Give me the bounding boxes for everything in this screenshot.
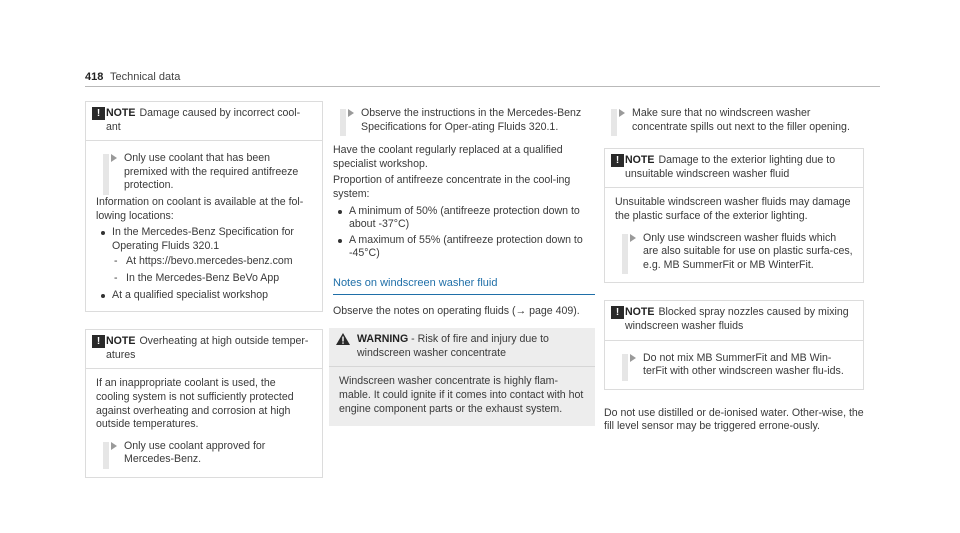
note-header — [86, 102, 322, 141]
bullet-icon — [101, 231, 105, 235]
note-label: NOTE — [625, 154, 655, 167]
step-text: Only use coolant that has been premixed with the required antifreeze protection. — [124, 152, 299, 192]
warning-text: Windscreen washer concentrate is highly flam-mable. It could ignite if it comes into contact with hot engine component parts or the exhaust system. — [339, 375, 584, 415]
exclamation-icon: ! — [92, 107, 105, 120]
column-3 — [604, 101, 864, 437]
warning-triangle-icon — [336, 333, 350, 345]
bullet-icon — [101, 294, 105, 298]
step-item — [615, 352, 853, 379]
warning-header — [329, 328, 595, 367]
antifreeze-list — [333, 205, 595, 261]
step-item — [96, 152, 312, 193]
note-box-coolant — [85, 101, 323, 312]
exclamation-icon: ! — [611, 306, 624, 319]
bullet-icon — [338, 210, 342, 214]
location-list — [96, 226, 312, 302]
step-item — [604, 107, 864, 134]
note-box-spray-nozzles — [604, 300, 864, 389]
note-label: NOTE — [106, 107, 136, 119]
arrow-right-icon — [348, 109, 354, 117]
step-text: Make sure that no windscreen washer concentrate spills out next to the filler opening. — [632, 107, 850, 133]
step-item — [96, 440, 312, 467]
sub-item-text: At https://bevo.mercedes-benz.com — [126, 255, 293, 268]
exclamation-icon: ! — [611, 154, 624, 167]
list-item — [333, 234, 595, 261]
note-title: Overheating at high outside temper-atures — [106, 335, 309, 361]
note-title: Damage to the exterior lighting due to unsuitable windscreen washer fluid — [625, 154, 836, 180]
list-item — [96, 226, 312, 285]
paragraph: Have the coolant regularly replaced at a qualified specialist workshop. — [333, 144, 563, 170]
step-text: Only use windscreen washer fluids which are also suitable for use on plastic surfa-ces, e.g. MB SummerFit or MB WinterFit. — [643, 231, 853, 271]
sub-list-item: - In the Mercedes-Benz BeVo App — [114, 271, 280, 284]
column-1 — [85, 101, 323, 495]
section-heading: Notes on windscreen washer fluid — [333, 277, 595, 295]
note-header — [605, 149, 863, 188]
warning-label: WARNING — [357, 333, 409, 346]
step-text: Only use coolant approved for Mercedes-Benz. — [124, 439, 266, 466]
paragraph: Observe the notes on operating fluids (→ page 409). — [333, 304, 580, 317]
list-item-text: A minimum of 50% (antifreeze protection down to about -37°C) — [349, 204, 580, 231]
note-label: NOTE — [625, 306, 655, 319]
sub-item-text: In the Mercedes-Benz BeVo App — [126, 271, 280, 284]
note-text: If an inappropriate coolant is used, the cooling system is not sufficiently protected against overheating and corrosion at high outside temperatures. — [96, 377, 294, 431]
note-header — [605, 301, 863, 340]
note-box-exterior-lighting — [604, 148, 864, 283]
note-text: Unsuitable windscreen washer fluids may damage the plastic surface of the exterior lighting. — [615, 196, 851, 222]
note-title: Damage caused by incorrect cool-ant — [106, 107, 301, 133]
note-body — [605, 188, 863, 282]
step-text: Observe the instructions in the Mercedes-Benz Specifications for Oper-ating Fluids 320.1. — [361, 107, 582, 133]
note-body — [86, 369, 322, 477]
warning-box — [329, 328, 595, 426]
column-2 — [333, 101, 595, 443]
page-number: 418 — [85, 71, 104, 83]
arrow-right-icon — [111, 442, 117, 450]
warning-title: - Risk of fire and injury due to windscreen washer concentrate — [357, 333, 549, 359]
arrow-right-icon — [630, 234, 636, 242]
sub-list-item: - At https://bevo.mercedes-benz.com — [114, 255, 293, 268]
note-label: NOTE — [106, 335, 136, 348]
list-item — [333, 205, 595, 232]
arrow-right-icon — [619, 109, 625, 117]
list-item — [96, 289, 312, 303]
list-item-text: In the Mercedes-Benz Specification for Operating Fluids 320.1 — [112, 226, 294, 252]
note-title: Blocked spray nozzles caused by mixing windscreen washer fluids — [625, 306, 849, 332]
note-body — [605, 341, 863, 389]
step-item — [615, 232, 853, 273]
paragraph: Proportion of antifreeze concentrate in the cool-ing system: — [333, 174, 571, 200]
step-text: Do not mix MB SummerFit and MB Win-terFit with other windscreen washer flu-ids. — [643, 351, 844, 378]
paragraph: Do not use distilled or de-ionised water. Other-wise, the fill level sensor may be triggered errone-ously. — [604, 406, 864, 433]
warning-body — [329, 367, 595, 426]
note-body — [86, 141, 322, 311]
exclamation-icon: ! — [92, 335, 105, 348]
note-box-overheating — [85, 329, 323, 478]
step-item — [333, 107, 595, 134]
arrow-right-icon — [111, 154, 117, 162]
note-header — [86, 330, 322, 369]
page-header — [85, 70, 880, 87]
bullet-icon — [338, 239, 342, 243]
list-item-text: At a qualified specialist workshop — [112, 288, 269, 301]
info-text: Information on coolant is available at the fol-lowing locations: — [96, 195, 304, 222]
page-title: Technical data — [110, 71, 181, 83]
list-item-text: A maximum of 55% (antifreeze protection down to -45°C) — [349, 233, 583, 260]
arrow-right-icon — [630, 354, 636, 362]
